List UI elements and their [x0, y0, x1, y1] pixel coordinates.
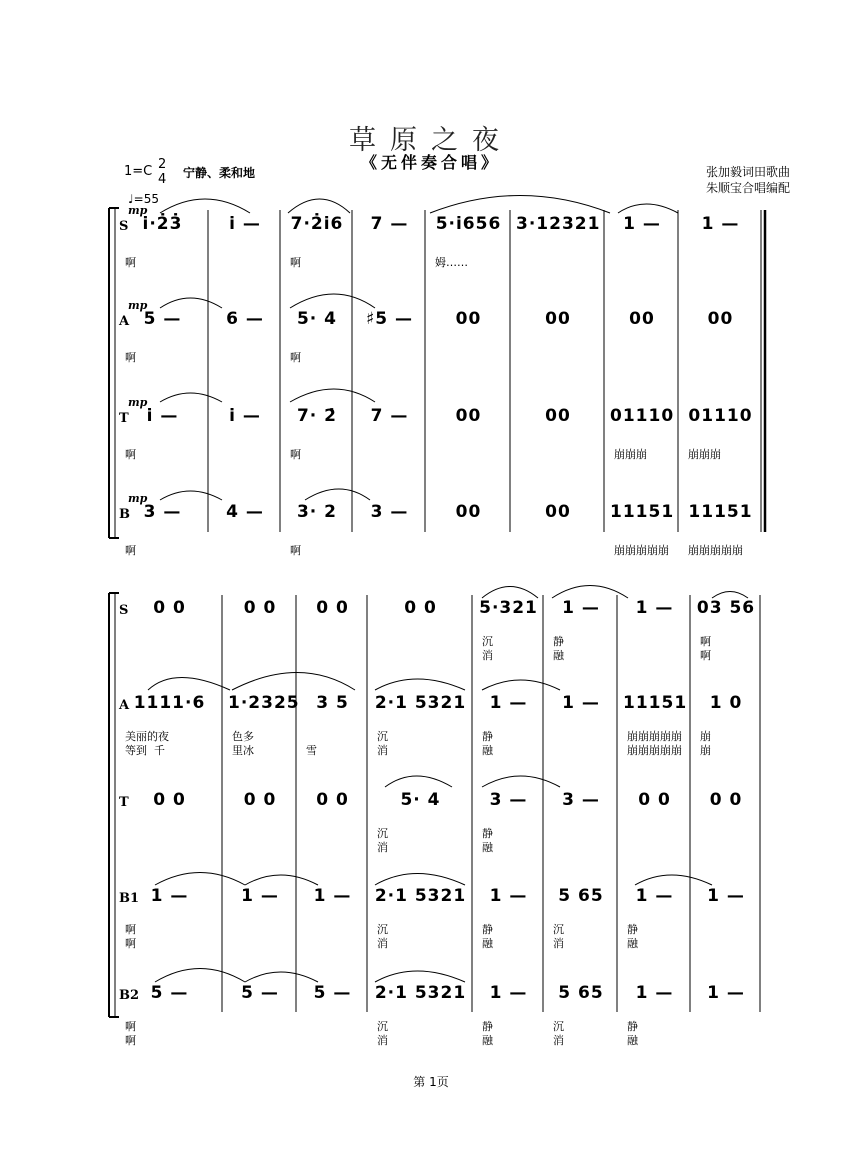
- measure-notes: 00: [455, 406, 482, 426]
- lyric: 色多 里冰: [232, 730, 254, 757]
- lyric: 静 融: [482, 923, 493, 950]
- page-number: 第 1页: [413, 1075, 449, 1089]
- dynamic-marking: mp: [128, 299, 148, 312]
- measure-notes: 5 65: [558, 983, 604, 1003]
- measure-notes: 5·321: [479, 598, 538, 618]
- measure-notes: 01110: [610, 406, 675, 426]
- measure-notes: 11151: [610, 502, 675, 522]
- measure-notes: 1 —: [562, 693, 600, 713]
- lyric: 崩 崩: [700, 730, 711, 757]
- measure-notes: 0 0: [153, 790, 186, 810]
- measure-notes: 5 —: [241, 983, 279, 1003]
- lyric: 啊 啊: [125, 923, 136, 950]
- measure-notes: 3 —: [143, 502, 182, 522]
- measure-notes: 7· 2̇: [296, 406, 338, 426]
- voice-label-t: T: [119, 411, 129, 426]
- lyric: 啊: [290, 351, 301, 364]
- voice-label-b2: B2: [119, 988, 140, 1003]
- lyric: 静 融: [627, 923, 638, 950]
- measure-notes: 2·1 5321: [374, 983, 467, 1003]
- measure-notes: 6 —: [226, 309, 264, 329]
- measure-notes: 1 —: [313, 886, 352, 906]
- lyric: 美丽的夜 等到 千: [125, 730, 169, 757]
- measure-notes: 1 —: [623, 214, 661, 234]
- measure-notes: 1 —: [635, 983, 674, 1003]
- measure-notes: 00: [545, 309, 571, 329]
- measure-notes: i·2̇3̇: [142, 214, 183, 234]
- measure-notes: 1 —: [489, 983, 528, 1003]
- lyric: 啊: [290, 544, 301, 557]
- dynamic-marking: mp: [128, 492, 148, 505]
- measure-notes: i —: [146, 406, 179, 426]
- dynamic-marking: mp: [128, 396, 148, 409]
- voice-label-a: A: [119, 698, 130, 713]
- measure-notes: 5 —: [143, 309, 182, 329]
- voice-label-s: S: [119, 219, 129, 234]
- lyric: 沉 消: [377, 1020, 388, 1047]
- dynamic-marking: mp: [128, 204, 148, 217]
- lyric: 姆……: [435, 256, 468, 269]
- measure-notes: 2·1 5321: [374, 886, 467, 906]
- measure-notes: 3 —: [489, 790, 528, 810]
- voice-label-b1: B1: [119, 891, 140, 906]
- measure-notes: 0 0: [243, 598, 277, 618]
- lyric: 雪: [306, 744, 317, 757]
- voice-label-t: T: [119, 795, 129, 810]
- lyric: 沉 消: [482, 635, 493, 662]
- lyric: 啊 啊: [700, 635, 711, 662]
- credit-lyrics-music: 张加毅词田歌曲: [705, 165, 790, 179]
- measure-notes: ♯5 —: [366, 309, 413, 329]
- measure-notes: 5·i656: [435, 214, 502, 234]
- measure-notes: 0 0: [243, 790, 277, 810]
- lyric: 崩崩崩崩崩 崩崩崩崩崩: [627, 730, 682, 757]
- measure-notes: 1 —: [701, 214, 740, 234]
- measure-notes: 1111·6: [133, 693, 206, 713]
- measure-notes: 1 —: [562, 598, 600, 618]
- measure-notes: 03 56: [696, 598, 756, 618]
- lyric: 啊: [290, 448, 301, 461]
- measure-notes: 01110: [688, 406, 753, 426]
- lyric: 崩崩崩崩崩: [614, 544, 669, 557]
- lyric: 啊: [125, 351, 136, 364]
- lyric: 静 融: [482, 827, 493, 854]
- measure-notes: 0 0: [709, 790, 743, 810]
- measure-notes: 11151: [688, 502, 753, 522]
- measure-notes: 5· 4: [296, 309, 338, 329]
- lyric: 沉 消: [377, 923, 388, 950]
- measure-notes: 1 0: [709, 693, 743, 713]
- lyric: 沉 消: [553, 923, 564, 950]
- measure-notes: 2·1 5321: [374, 693, 467, 713]
- measure-notes: 00: [545, 406, 571, 426]
- measure-notes: 7 —: [370, 406, 409, 426]
- lyric: 啊: [125, 544, 136, 557]
- time-top: 2: [158, 157, 167, 172]
- tempo-marking: ♩=55: [128, 192, 159, 206]
- key-signature: 1=C: [124, 164, 153, 179]
- measure-notes: 1 —: [707, 886, 745, 906]
- lyric: 静 融: [482, 730, 493, 757]
- voice-label-s: S: [119, 603, 129, 618]
- lyric: 崩崩崩: [688, 448, 721, 461]
- measure-notes: 3 5: [316, 693, 349, 713]
- lyric: 沉 消: [553, 1020, 564, 1047]
- credit-arranger: 朱顺宝合唱编配: [705, 181, 790, 195]
- measure-notes: 11151: [623, 693, 688, 713]
- voice-label-a: A: [119, 314, 130, 329]
- lyric: 啊: [125, 256, 136, 269]
- lyric: 崩崩崩: [614, 448, 647, 461]
- lyric: 沉 消: [377, 730, 388, 757]
- measure-notes: 0 0: [153, 598, 186, 618]
- measure-notes: 5 —: [150, 983, 189, 1003]
- lyric: 静 融: [627, 1020, 638, 1047]
- measure-notes: 00: [629, 309, 655, 329]
- time-bottom: 4: [158, 172, 167, 187]
- measure-notes: 1 —: [489, 886, 528, 906]
- measure-notes: 1 —: [707, 983, 745, 1003]
- measure-notes: 1 —: [635, 598, 674, 618]
- lyric: 静 融: [482, 1020, 493, 1047]
- measure-notes: i —: [229, 214, 261, 234]
- lyric: 啊: [290, 256, 301, 269]
- measure-notes: 7 —: [370, 214, 409, 234]
- measure-notes: 1 —: [150, 886, 189, 906]
- measure-notes: 1 —: [241, 886, 279, 906]
- measure-notes: 1 —: [635, 886, 674, 906]
- expression-marking: 宁静、柔和地: [183, 166, 256, 180]
- measure-notes: 3·12321: [516, 214, 601, 234]
- measure-notes: i —: [229, 406, 261, 426]
- lyric: 崩崩崩崩崩: [688, 544, 743, 557]
- measure-notes: 00: [455, 309, 482, 329]
- lyric: 静 融: [553, 635, 564, 662]
- lyric: 啊 啊: [125, 1020, 136, 1047]
- voice-label-b: B: [119, 507, 130, 522]
- lyric: 啊: [125, 448, 136, 461]
- lyric: 沉 消: [377, 827, 388, 854]
- measure-notes: 0 0: [638, 790, 671, 810]
- measure-notes: 1 —: [489, 693, 528, 713]
- measure-notes: 0 0: [404, 598, 437, 618]
- measure-notes: 5· 4: [400, 790, 441, 810]
- measure-notes: 3 —: [562, 790, 600, 810]
- measure-notes: 0 0: [316, 790, 349, 810]
- measure-notes: 5 65: [558, 886, 604, 906]
- measure-notes: 7·2̇i6: [290, 214, 344, 234]
- measure-notes: 0 0: [316, 598, 349, 618]
- measure-notes: 3 —: [370, 502, 409, 522]
- measure-notes: 3· 2: [296, 502, 338, 522]
- measure-notes: 5 —: [313, 983, 352, 1003]
- measure-notes: 00: [455, 502, 482, 522]
- measure-notes: 00: [545, 502, 571, 522]
- score-subtitle: 《无伴奏合唱》: [360, 153, 501, 172]
- measure-notes: 1·2325: [228, 693, 300, 713]
- score-title: 草原之夜: [349, 125, 513, 156]
- measure-notes: 4 —: [226, 502, 264, 522]
- measure-notes: 00: [707, 309, 734, 329]
